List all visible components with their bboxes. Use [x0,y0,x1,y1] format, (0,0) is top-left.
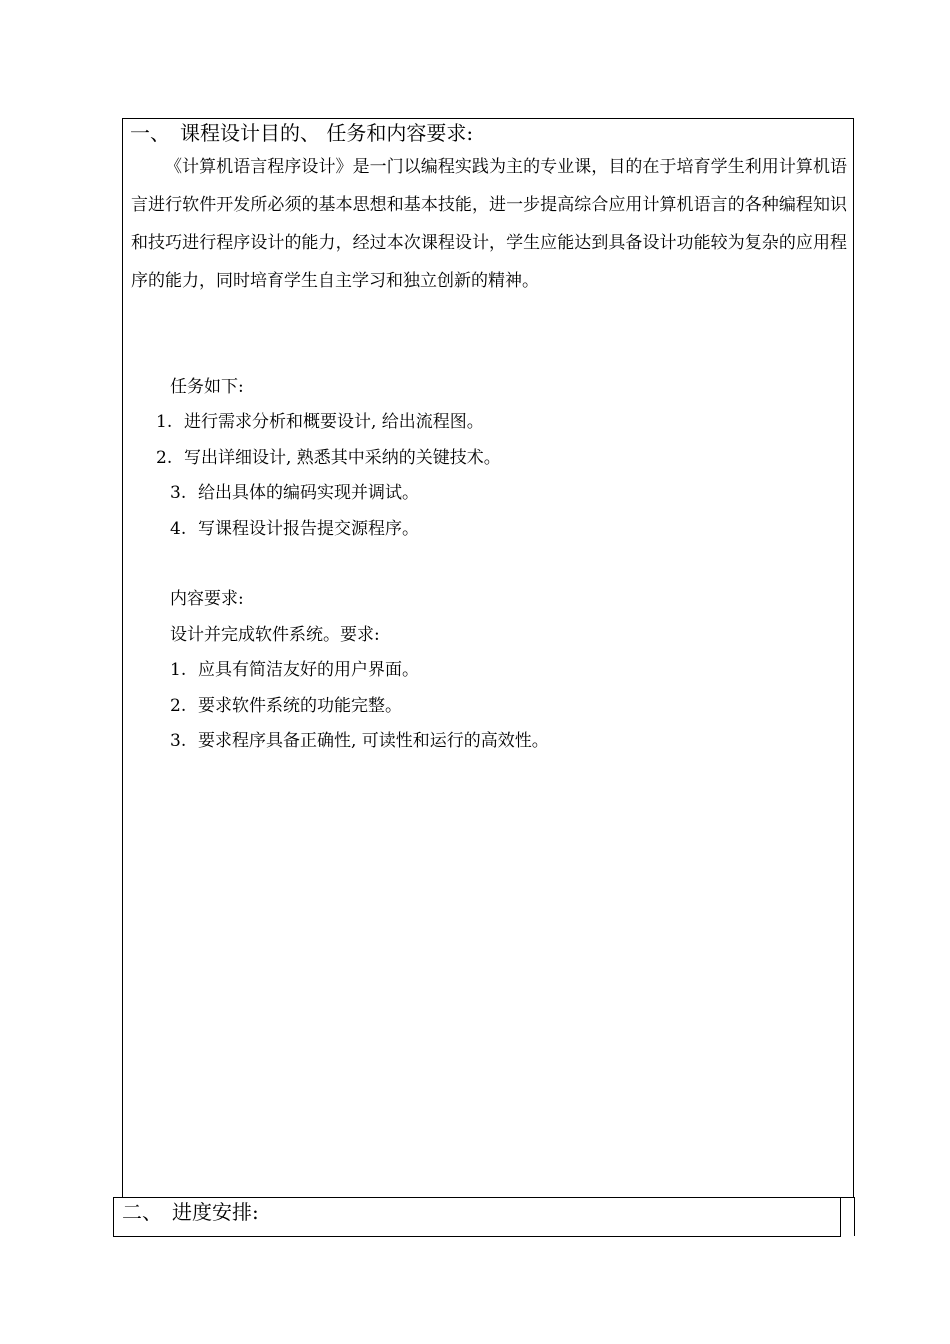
table-cell-border [840,1197,855,1236]
requirement-text: 要求程序具备正确性, 可读性和运行的高效性。 [198,731,549,751]
section-two-heading [122,1200,259,1224]
requirement-text: 应具有简洁友好的用户界面。 [198,660,419,680]
section-one-number: 一、 [130,121,170,145]
requirement-text: 要求软件系统的功能完整。 [198,696,402,716]
section-two-number: 二、 [122,1200,162,1224]
content-intro: 设计并完成软件系统。要求: [170,625,380,645]
section-two-title: 进度安排: [172,1200,259,1224]
task-text: 写出详细设计, 熟悉其中采纳的关键技术。 [184,448,501,468]
task-text: 写课程设计报告提交源程序。 [198,519,419,539]
requirement-item [170,729,549,753]
task-item [170,517,419,541]
section-one-heading [130,121,473,145]
task-number: 4. [170,519,187,539]
intro-paragraph: 《计算机语言程序设计》是一门以编程实践为主的专业课，目的在于培育学生利用计算机语言进行软件开发所必须的基本思想和基本技能，进一步提高综合应用计算机语言的各种编程知识和技巧进行程序设计的能力，经过本次课程设计，学生应能达到具备设计功能较为复杂的应用程序的能力，同时培育学生自主学习和独立创新的精神。 [131,157,847,291]
task-item [156,410,484,434]
task-text: 给出具体的编码实现并调试。 [198,483,419,503]
requirement-number: 2. [170,696,187,716]
task-number: 1. [156,412,173,432]
task-number: 3. [170,483,187,503]
requirement-item [170,694,402,718]
task-number: 2. [156,448,173,468]
task-item [170,481,419,505]
task-text: 进行需求分析和概要设计, 给出流程图。 [184,412,484,432]
requirement-number: 3. [170,731,187,751]
content-heading: 内容要求: [170,589,244,609]
task-item [156,446,501,470]
section-one-title: 课程设计目的、 任务和内容要求: [180,121,474,145]
requirement-number: 1. [170,660,187,680]
requirement-item [170,658,419,682]
tasks-heading: 任务如下: [170,377,244,397]
